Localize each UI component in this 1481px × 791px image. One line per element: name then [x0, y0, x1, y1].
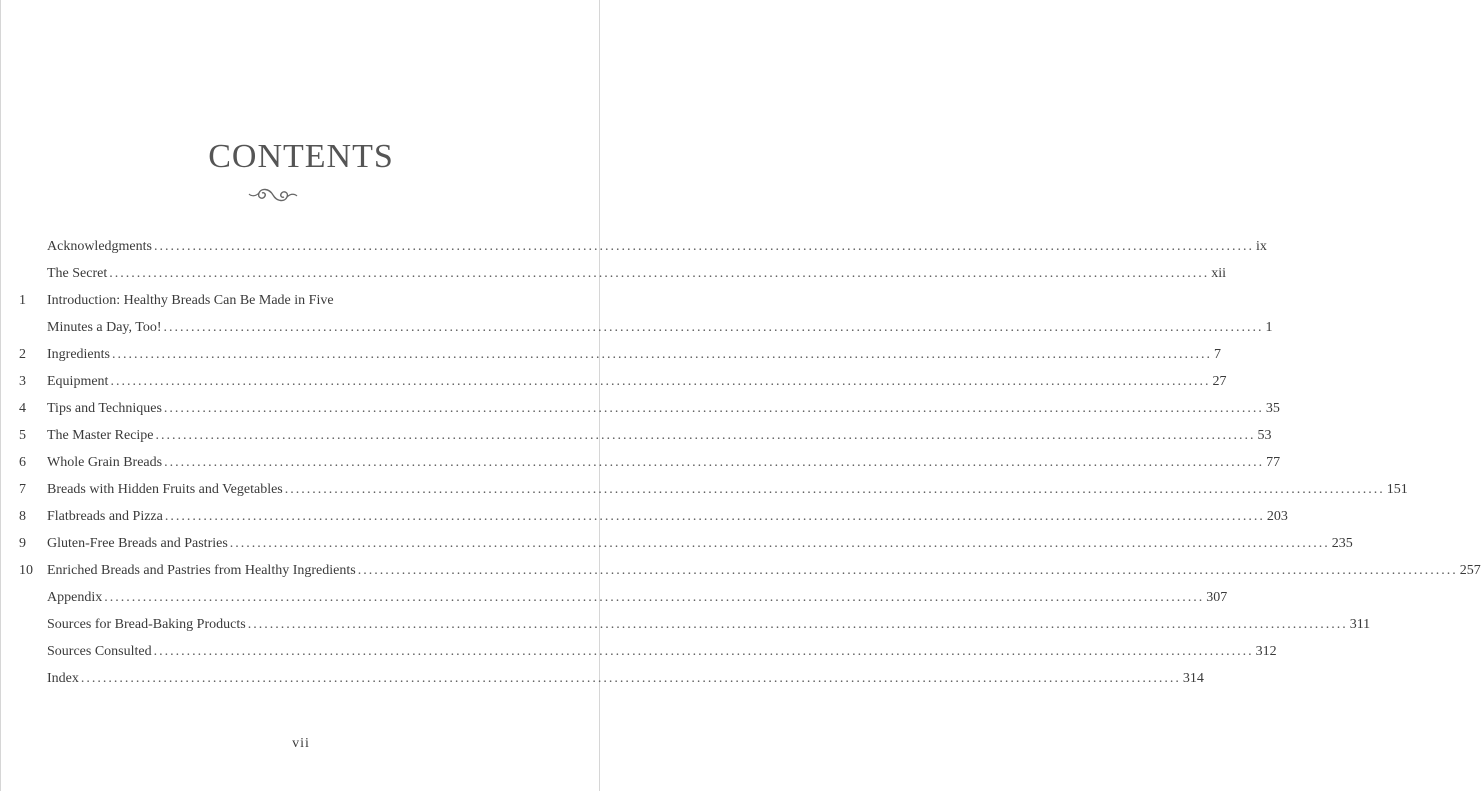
entry-title: Sources for Bread-Baking Products [47, 617, 246, 632]
dot-leader: ........................................................................................................................................................................................................ [164, 509, 1265, 524]
chapter-number: 6 [19, 455, 26, 470]
dot-leader: ........................................................................................................................................................................................................ [155, 428, 1256, 443]
toc-line [47, 638, 1277, 665]
toc-line [47, 260, 1227, 287]
scroll-flourish-icon [247, 184, 299, 206]
chapter-number: 4 [19, 401, 26, 416]
toc-entry[interactable] [1, 233, 1267, 260]
toc-line [47, 422, 1272, 449]
entry-title: The Secret [47, 266, 108, 281]
entry-title: Acknowledgments [47, 239, 152, 254]
chapter-number: 1 [19, 293, 26, 308]
entry-page-number: 35 [1265, 401, 1280, 416]
chapter-number: 9 [19, 536, 26, 551]
dot-leader: ........................................................................................................................................................................................................ [247, 617, 1348, 632]
chapter-number: 10 [19, 563, 33, 578]
toc-line [47, 611, 1371, 638]
toc-entry[interactable] [1, 395, 1280, 422]
entry-page-number: 27 [1212, 374, 1227, 389]
toc-entry[interactable] [1, 665, 1204, 692]
dot-leader: ........................................................................................................................................................................................................ [110, 374, 1211, 389]
entry-page-number: 151 [1386, 482, 1408, 497]
toc-entry[interactable] [1, 287, 601, 314]
toc-line [47, 368, 1227, 395]
chapter-number: 7 [19, 482, 26, 497]
entry-page-number: 1 [1265, 320, 1273, 335]
toc-entry[interactable] [1, 611, 1371, 638]
dot-leader: ........................................................................................................................................................................................................ [111, 347, 1212, 362]
toc-entry[interactable] [1, 530, 1353, 557]
toc-line [47, 341, 1221, 368]
toc-entry[interactable] [1, 422, 1272, 449]
toc-line [47, 665, 1204, 692]
dot-leader: ........................................................................................................................................................................................................ [163, 320, 1264, 335]
toc-entry[interactable] [1, 476, 1408, 503]
entry-title: The Master Recipe [47, 428, 154, 443]
entry-page-number: 257 [1459, 563, 1481, 578]
entry-title: Ingredients [47, 347, 110, 362]
toc-line [47, 314, 1273, 341]
dot-leader: ........................................................................................................................................................................................................ [357, 563, 1458, 578]
dot-leader: ........................................................................................................................................................................................................ [284, 482, 1385, 497]
toc-entry[interactable] [1, 449, 1281, 476]
toc-entry[interactable] [1, 557, 1481, 584]
table-of-contents [1, 233, 1481, 692]
toc-entry[interactable] [1, 638, 1277, 665]
toc-entry[interactable] [1, 368, 1227, 395]
chapter-number: 8 [19, 509, 26, 524]
entry-title: Gluten-Free Breads and Pastries [47, 536, 228, 551]
entry-title: Minutes a Day, Too! [47, 320, 162, 335]
toc-line [47, 449, 1281, 476]
entry-title: Whole Grain Breads [47, 455, 163, 470]
entry-page-number: 7 [1213, 347, 1221, 362]
toc-entry[interactable] [1, 584, 1228, 611]
toc-line [47, 584, 1228, 611]
entry-title: Tips and Techniques [47, 401, 162, 416]
entry-page-number: 77 [1266, 455, 1281, 470]
toc-line [47, 530, 1353, 557]
entry-title: Flatbreads and Pizza [47, 509, 163, 524]
entry-title: Equipment [47, 374, 109, 389]
chapter-number: 2 [19, 347, 26, 362]
chapter-number: 3 [19, 374, 26, 389]
entry-title: Index [47, 671, 79, 686]
chapter-number: 5 [19, 428, 26, 443]
page-number: vii [292, 736, 310, 751]
toc-line [47, 476, 1408, 503]
dot-leader: ........................................................................................................................................................................................................ [164, 455, 1265, 470]
dot-leader: ........................................................................................................................................................................................................ [104, 590, 1205, 605]
entry-page-number: 307 [1206, 590, 1228, 605]
entry-page-number: 235 [1331, 536, 1353, 551]
toc-entry[interactable] [1, 260, 1227, 287]
toc-line [47, 233, 1267, 260]
entry-page-number: 312 [1255, 644, 1277, 659]
toc-entry[interactable] [1, 314, 1273, 341]
entry-page-number: 53 [1257, 428, 1272, 443]
entry-title: Enriched Breads and Pastries from Healthy Ingredients [47, 563, 356, 578]
entry-title: Appendix [47, 590, 103, 605]
toc-entry[interactable] [1, 341, 1221, 368]
page-title: CONTENTS [208, 138, 394, 175]
entry-title: Sources Consulted [47, 644, 152, 659]
toc-line [47, 503, 1288, 530]
entry-page-number: 311 [1349, 617, 1371, 632]
entry-page-number: xii [1211, 266, 1227, 281]
dot-leader: ........................................................................................................................................................................................................ [153, 644, 1254, 659]
toc-entry[interactable] [1, 503, 1288, 530]
toc-line [47, 395, 1280, 422]
entry-title: Breads with Hidden Fruits and Vegetables [47, 482, 283, 497]
dot-leader: ........................................................................................................................................................................................................ [109, 266, 1210, 281]
entry-page-number: ix [1255, 239, 1267, 254]
toc-line [47, 287, 495, 314]
entry-title: Introduction: Healthy Breads Can Be Made in Five [47, 293, 334, 308]
entry-page-number: 314 [1182, 671, 1204, 686]
toc-line [47, 557, 1481, 584]
dot-leader: ........................................................................................................................................................................................................ [229, 536, 1330, 551]
dot-leader: ........................................................................................................................................................................................................ [153, 239, 1254, 254]
entry-page-number: 203 [1266, 509, 1288, 524]
dot-leader: ........................................................................................................................................................................................................ [163, 401, 1264, 416]
dot-leader: ........................................................................................................................................................................................................ [80, 671, 1181, 686]
